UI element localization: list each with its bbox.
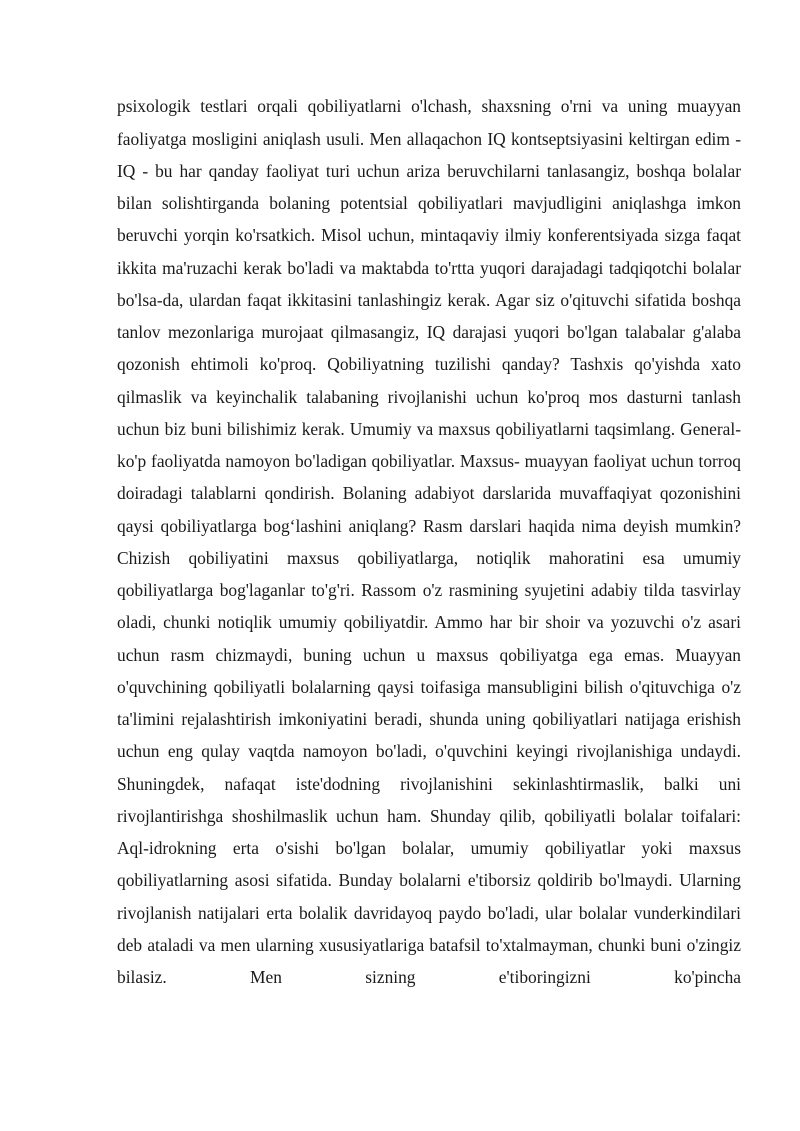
body-paragraph: psixologik testlari orqali qobiliyatlarni o'lchash, shaxsning o'rni va uning muayyan faoliyatga mosligini aniqlash usuli. Men allaqachon IQ kontseptsiyasini keltirgan edim - IQ - bu har qanday faoliyat turi uchun ariza beruvchilarni tanlasangiz, boshqa bolalar bilan solishtirganda bolaning potentsial qobiliyatlari mavjudligini aniqlashga imkon beruvchi yorqin ko'rsatkich. Misol uchun, mintaqaviy ilmiy konferentsiyada sizga faqat ikkita ma'ruzachi kerak bo'ladi va maktabda to'rtta yuqori darajadagi tadqiqotchi bolalar bo'lsa-da, ulardan faqat ikkitasini tanlashingiz kerak. Agar siz o'qituvchi sifatida boshqa tanlov mezonlariga murojaat qilmasangiz, IQ darajasi yuqori bo'lgan talabalar g'alaba qozonish ehtimoli ko'proq. Qobiliyatning tuzilishi qanday? Tashxis qo'yishda xato qilmaslik va keyinchalik talabaning rivojlanishi uchun ko'proq mos dasturni tanlash uchun biz buni bilishimiz kerak. Umumiy va maxsus qobiliyatlarni taqsimlang. General- ko'p faoliyatda namoyon bo'ladigan qobiliyatlar. Maxsus- muayyan faoliyat uchun torroq doiradagi talablarni qondirish. Bolaning adabiyot darslarida muvaffaqiyat qozonishini qaysi qobiliyatlarga bog‘lashini aniqlang? Rasm darslari haqida nima deyish mumkin? Chizish qobiliyatini maxsus qobiliyatlarga, notiqlik mahoratini esa umumiy qobiliyatlarga bog'laganlar to'g'ri. Rassom o'z rasmining syujetini adabiy tilda tasvirlay oladi, chunki notiqlik umumiy qobiliyatdir. Ammo har bir shoir va yozuvchi o'z asari uchun rasm chizmaydi, buning uchun u maxsus qobiliyatga ega emas. Muayyan o'quvchining qobiliyatli bolalarning qaysi toifasiga mansubligini bilish o'qituvchiga o'z ta'limini rejalashtirish imkoniyatini beradi, shunda uning qobiliyatlari natijaga erishish uchun eng qulay vaqtda namoyon bo'ladi, o'quvchini keyingi rivojlanishiga undaydi. Shuningdek, nafaqat iste'dodning rivojlanishini sekinlashtirmaslik, balki uni rivojlantirishga shoshilmaslik uchun ham. Shunday qilib, qobiliyatli bolalar toifalari: Aql-idrokning erta o'sishi bo'lgan bolalar, umumiy qobiliyatlar yoki maxsus qobiliyatlarning asosi sifatida. Bunday bolalarni e'tiborsiz qoldirib bo'lmaydi. Ularning rivojlanish natijalari erta bolalik davridayoq paydo bo'ladi, ular bolalar vunderkindilari deb ataladi va men ularning xususiyatlariga batafsil to'xtalmayman, chunki buni o'zingiz bilasiz. Men sizning e'tiboringizni ko'pincha <box>117 96 741 988</box>
